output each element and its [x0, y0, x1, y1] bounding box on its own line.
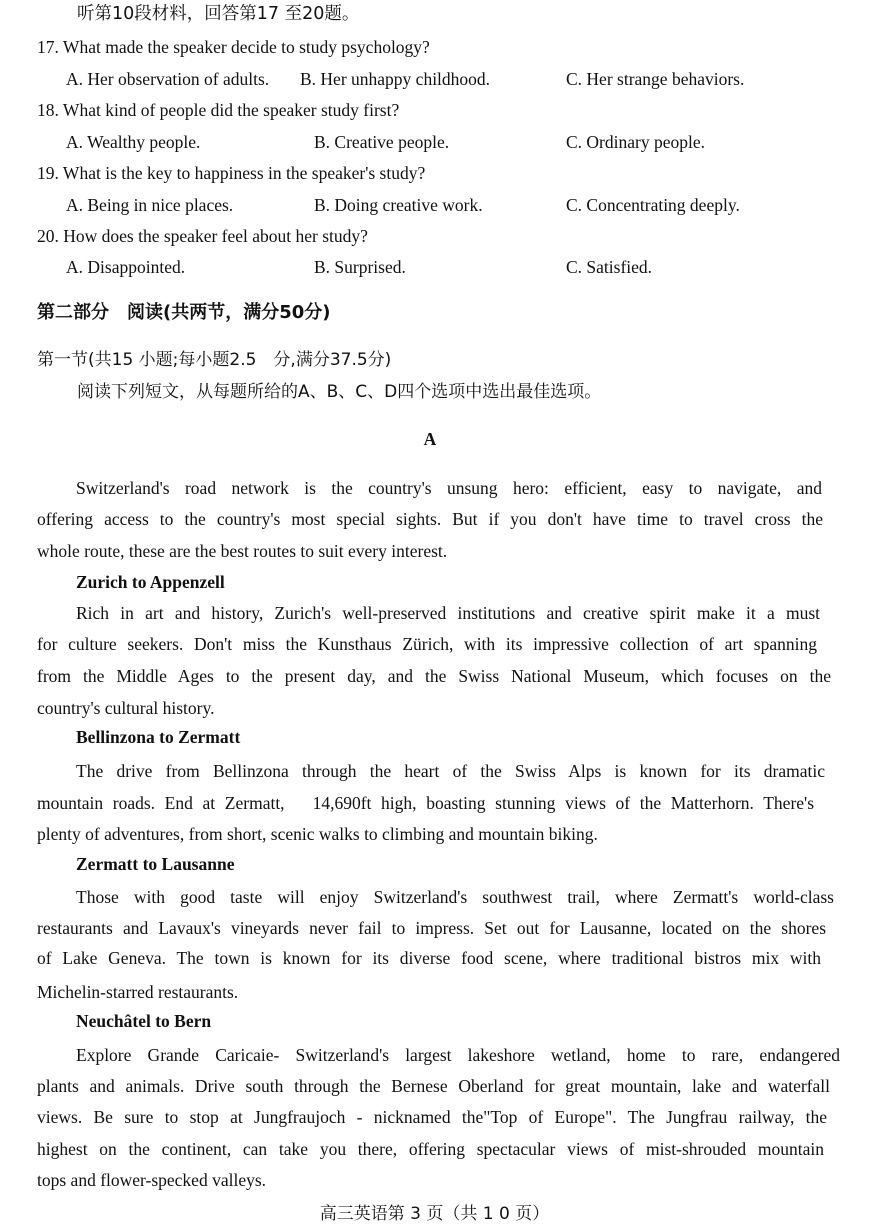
section-heading: 第一节(共15 小题;每小题2.5 分,满分37.5分): [37, 350, 392, 370]
passage-line: Those with good taste will enjoy Switzerland's southwest trail, where Zermatt's world-class: [76, 887, 834, 907]
instruction: 阅读下列短文，从每题所给的A、B、C、D四个选项中选出最佳选项。: [77, 382, 602, 402]
passage-line: highest on the continent, can take you there, offering spectacular views of mist-shrouded mountain: [37, 1139, 824, 1159]
passage-line: whole route, these are the best routes to suit every interest.: [37, 541, 448, 561]
passage-line: tops and flower-specked valleys.: [37, 1170, 267, 1190]
passage-line: plenty of adventures, from short, scenic walks to climbing and mountain biking.: [37, 824, 598, 844]
option-c: C. Concentrating deeply.: [566, 195, 740, 215]
passage-line: offering access to the country's most special sights. But if you don't have time to travel cross the: [37, 509, 823, 529]
question-stem: 20. How does the speaker feel about her study?: [37, 226, 368, 246]
listening-intro: 听第10段材料，回答第17 至20题。: [77, 4, 360, 24]
option-c: C. Ordinary people.: [566, 132, 705, 152]
passage-line: restaurants and Lavaux's vineyards never fail to impress. Set out for Lausanne, located on the shores: [37, 918, 826, 938]
option-b: B. Her unhappy childhood.: [300, 69, 491, 89]
passage-line: from the Middle Ages to the present day, and the Swiss National Museum, which focuses on the: [37, 666, 831, 686]
option-b: B. Creative people.: [314, 132, 450, 152]
question-stem: 19. What is the key to happiness in the speaker's study?: [37, 163, 426, 183]
passage-line: views. Be sure to stop at Jungfraujoch - nicknamed the"Top of Europe". The Jungfrau railway, the: [37, 1107, 827, 1127]
passage-line: country's cultural history.: [37, 698, 215, 718]
option-a: A. Being in nice places.: [66, 195, 234, 215]
option-b: B. Doing creative work.: [314, 195, 483, 215]
option-c: C. Satisfied.: [566, 257, 653, 277]
passage-line: Switzerland's road network is the country's unsung hero: efficient, easy to navigate, and: [76, 478, 822, 498]
section-title: Zurich to Appenzell: [76, 572, 225, 592]
passage-line: The drive from Bellinzona through the heart of the Swiss Alps is known for its dramatic: [76, 761, 825, 781]
section-title: Bellinzona to Zermatt: [76, 727, 241, 747]
passage-line: mountain roads. End at Zermatt, 14,690ft high, boasting stunning views of the Matterhorn. There's: [37, 793, 814, 813]
option-b: B. Surprised.: [314, 257, 406, 277]
question-stem: 17. What made the speaker decide to study psychology?: [37, 37, 430, 57]
passage-line: Rich in art and history, Zurich's well-preserved institutions and creative spirit make it a must: [76, 603, 820, 623]
option-a: A. Disappointed.: [66, 257, 186, 277]
section-title: Zermatt to Lausanne: [76, 854, 235, 874]
passage-line: plants and animals. Drive south through the Bernese Oberland for great mountain, lake and waterfall: [37, 1076, 830, 1096]
question-stem: 18. What kind of people did the speaker study first?: [37, 100, 400, 120]
page-footer: 高三英语第 3 页（共 1 0 页）: [319, 1204, 550, 1224]
passage-line: of Lake Geneva. The town is known for its diverse food scene, where traditional bistros mix with: [37, 948, 821, 968]
option-a: A. Her observation of adults.: [66, 69, 270, 89]
section-title: Neuchâtel to Bern: [76, 1011, 212, 1031]
passage-line: for culture seekers. Don't miss the Kunsthaus Zürich, with its impressive collection of art spanning: [37, 634, 817, 654]
option-a: A. Wealthy people.: [66, 132, 201, 152]
part-heading: 第二部分 阅读(共两节，满分50分): [37, 302, 331, 323]
passage-letter: A: [423, 429, 437, 449]
option-c: C. Her strange behaviors.: [566, 69, 745, 89]
passage-line: Michelin-starred restaurants.: [37, 982, 239, 1002]
passage-line: Explore Grande Caricaie- Switzerland's largest lakeshore wetland, home to rare, endangered: [76, 1045, 840, 1065]
